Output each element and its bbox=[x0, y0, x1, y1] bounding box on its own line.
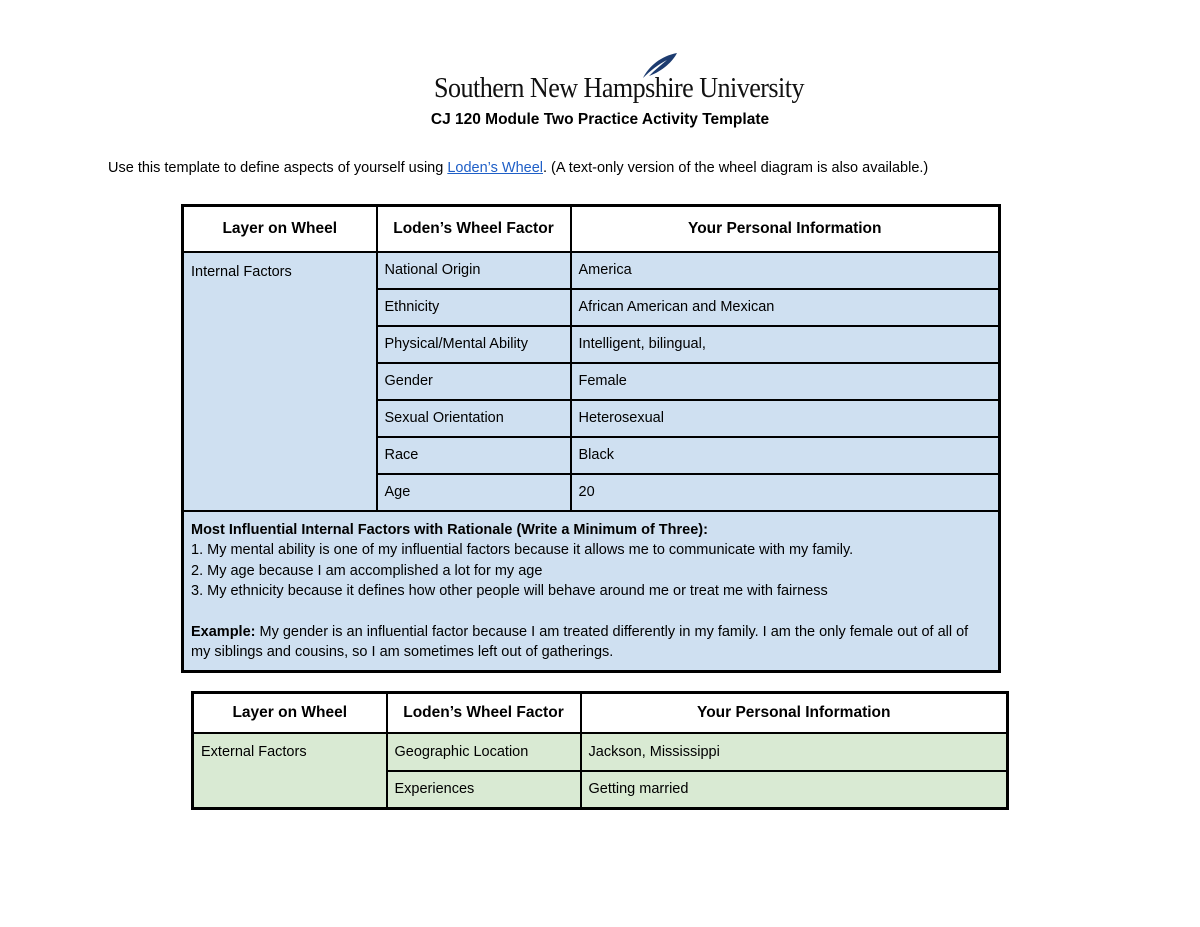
layer-cell-internal: Internal Factors bbox=[183, 252, 377, 511]
intro-paragraph bbox=[108, 160, 928, 176]
factor-cell: Geographic Location bbox=[387, 733, 581, 771]
info-cell[interactable]: Female bbox=[571, 363, 1000, 400]
example-text: My gender is an influential factor because I am treated differently in my family. I am the only female out of all of my siblings and cousins, so I am sometimes left out of gatherings. bbox=[191, 623, 969, 660]
factor-cell: Physical/Mental Ability bbox=[377, 326, 571, 363]
column-header-factor: Loden’s Wheel Factor bbox=[377, 206, 571, 252]
external-factors-table bbox=[191, 691, 1009, 810]
column-header-info: Your Personal Information bbox=[581, 693, 1008, 733]
factor-cell: Gender bbox=[377, 363, 571, 400]
intro-text-before: Use this template to define aspects of yourself using bbox=[108, 160, 448, 176]
table-header-row bbox=[193, 693, 1008, 733]
document-title: CJ 120 Module Two Practice Activity Template bbox=[430, 111, 770, 128]
info-cell[interactable]: African American and Mexican bbox=[571, 289, 1000, 326]
influential-item: 2. My age because I am accomplished a lot for my age bbox=[191, 562, 543, 579]
intro-text-after: . (A text-only version of the wheel diagram is also available.) bbox=[543, 160, 929, 176]
influential-factors-cell[interactable] bbox=[183, 511, 1000, 672]
column-header-factor: Loden’s Wheel Factor bbox=[387, 693, 581, 733]
university-logo bbox=[434, 52, 804, 104]
lodens-wheel-link[interactable]: Loden’s Wheel bbox=[447, 160, 543, 176]
layer-cell-external: External Factors bbox=[193, 733, 387, 809]
column-header-layer: Layer on Wheel bbox=[193, 693, 387, 733]
factor-cell: Sexual Orientation bbox=[377, 400, 571, 437]
factor-cell: Experiences bbox=[387, 771, 581, 809]
influential-heading: Most Influential Internal Factors with Rationale (Write a Minimum of Three): bbox=[191, 521, 708, 538]
logo-wordmark: Southern New Hampshire University bbox=[434, 72, 804, 104]
example-label: Example: bbox=[191, 623, 256, 640]
influential-factors-row bbox=[183, 511, 1000, 672]
table-row bbox=[193, 733, 1008, 771]
example-paragraph bbox=[191, 622, 991, 663]
factor-cell: Age bbox=[377, 474, 571, 511]
factor-cell: Ethnicity bbox=[377, 289, 571, 326]
info-cell[interactable]: Black bbox=[571, 437, 1000, 474]
factor-cell: Race bbox=[377, 437, 571, 474]
info-cell[interactable]: Heterosexual bbox=[571, 400, 1000, 437]
info-cell[interactable]: Getting married bbox=[581, 771, 1008, 809]
info-cell[interactable]: America bbox=[571, 252, 1000, 289]
table-row bbox=[183, 252, 1000, 289]
column-header-layer: Layer on Wheel bbox=[183, 206, 377, 252]
influential-item: 1. My mental ability is one of my influential factors because it allows me to communicate with my family. bbox=[191, 542, 854, 558]
info-cell[interactable]: Jackson, Mississippi bbox=[581, 733, 1008, 771]
info-cell[interactable]: Intelligent, bilingual, bbox=[571, 326, 1000, 363]
table-header-row bbox=[183, 206, 1000, 252]
factor-cell: National Origin bbox=[377, 252, 571, 289]
influential-item: 3. My ethnicity because it defines how other people will behave around me or treat me with fairness bbox=[191, 583, 828, 599]
info-cell[interactable]: 20 bbox=[571, 474, 1000, 511]
internal-factors-table bbox=[181, 204, 1001, 673]
column-header-info: Your Personal Information bbox=[571, 206, 1000, 252]
